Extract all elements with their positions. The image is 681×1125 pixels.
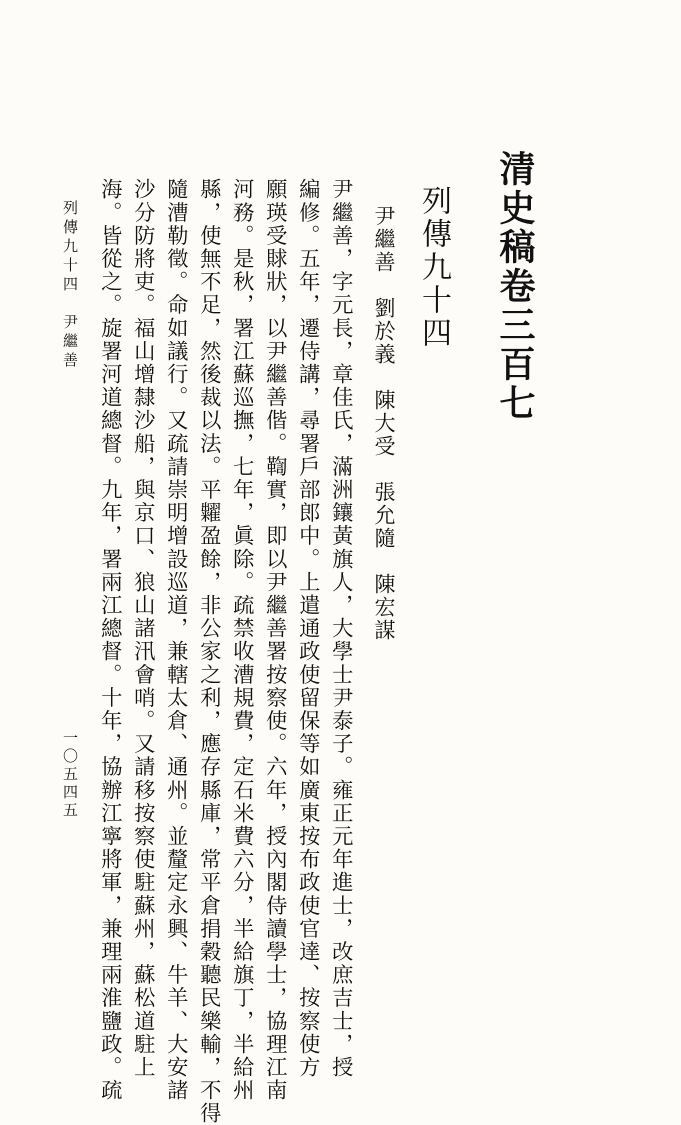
section-heading: 列傳九十四 bbox=[416, 185, 451, 350]
text-column: 河務。是秋，署江蘇巡撫，七年，眞除。疏禁收漕規費，定石米費六分，半給旗丁，半給州 bbox=[229, 178, 255, 1102]
running-footer: 列傳九十四 尹繼善 bbox=[61, 200, 79, 371]
text-column: 編修。五年，遷侍講，尋署戶部郎中。上遣通政使留保等如廣東按布政使官達、按察使方 bbox=[295, 178, 321, 1079]
text-column: 隨漕勒徵。命如議行。又疏請崇明增設巡道，兼轄太倉、通州。並釐定永興、牛羊、大安諸 bbox=[163, 178, 189, 1102]
text-column: 尹繼善，字元長，章佳氏，滿洲鑲黃旗人，大學士尹泰子。雍正元年進士，改庶吉士，授 bbox=[328, 178, 354, 1079]
text-column: 沙分防將吏。福山增隸沙船，與京口、狼山諸汛會哨。又請移按察使駐蘇州，蘇松道駐上 bbox=[130, 178, 156, 1079]
page-number: 一〇五四五 bbox=[61, 730, 79, 820]
text-column: 縣，使無不足，然後裁以法。平糶盈餘，非公家之利，應存縣庫，常平倉捐穀聽民樂輸，不得 bbox=[196, 178, 222, 1125]
text-column: 海。皆從之。旋署河道總督。九年，署兩江總督。十年，協辦江寧將軍，兼理兩淮鹽政。疏 bbox=[97, 178, 123, 1102]
text-column: 願瑛受賕狀，以尹繼善偕。鞫實，即以尹繼善署按察使。六年，授內閣侍讀學士，協理江南 bbox=[262, 178, 288, 1102]
volume-title: 清史稿卷三百七 bbox=[494, 150, 536, 423]
biography-names: 尹繼善 劉於義 陳大受 張允隨 陳宏謀 bbox=[372, 205, 396, 642]
